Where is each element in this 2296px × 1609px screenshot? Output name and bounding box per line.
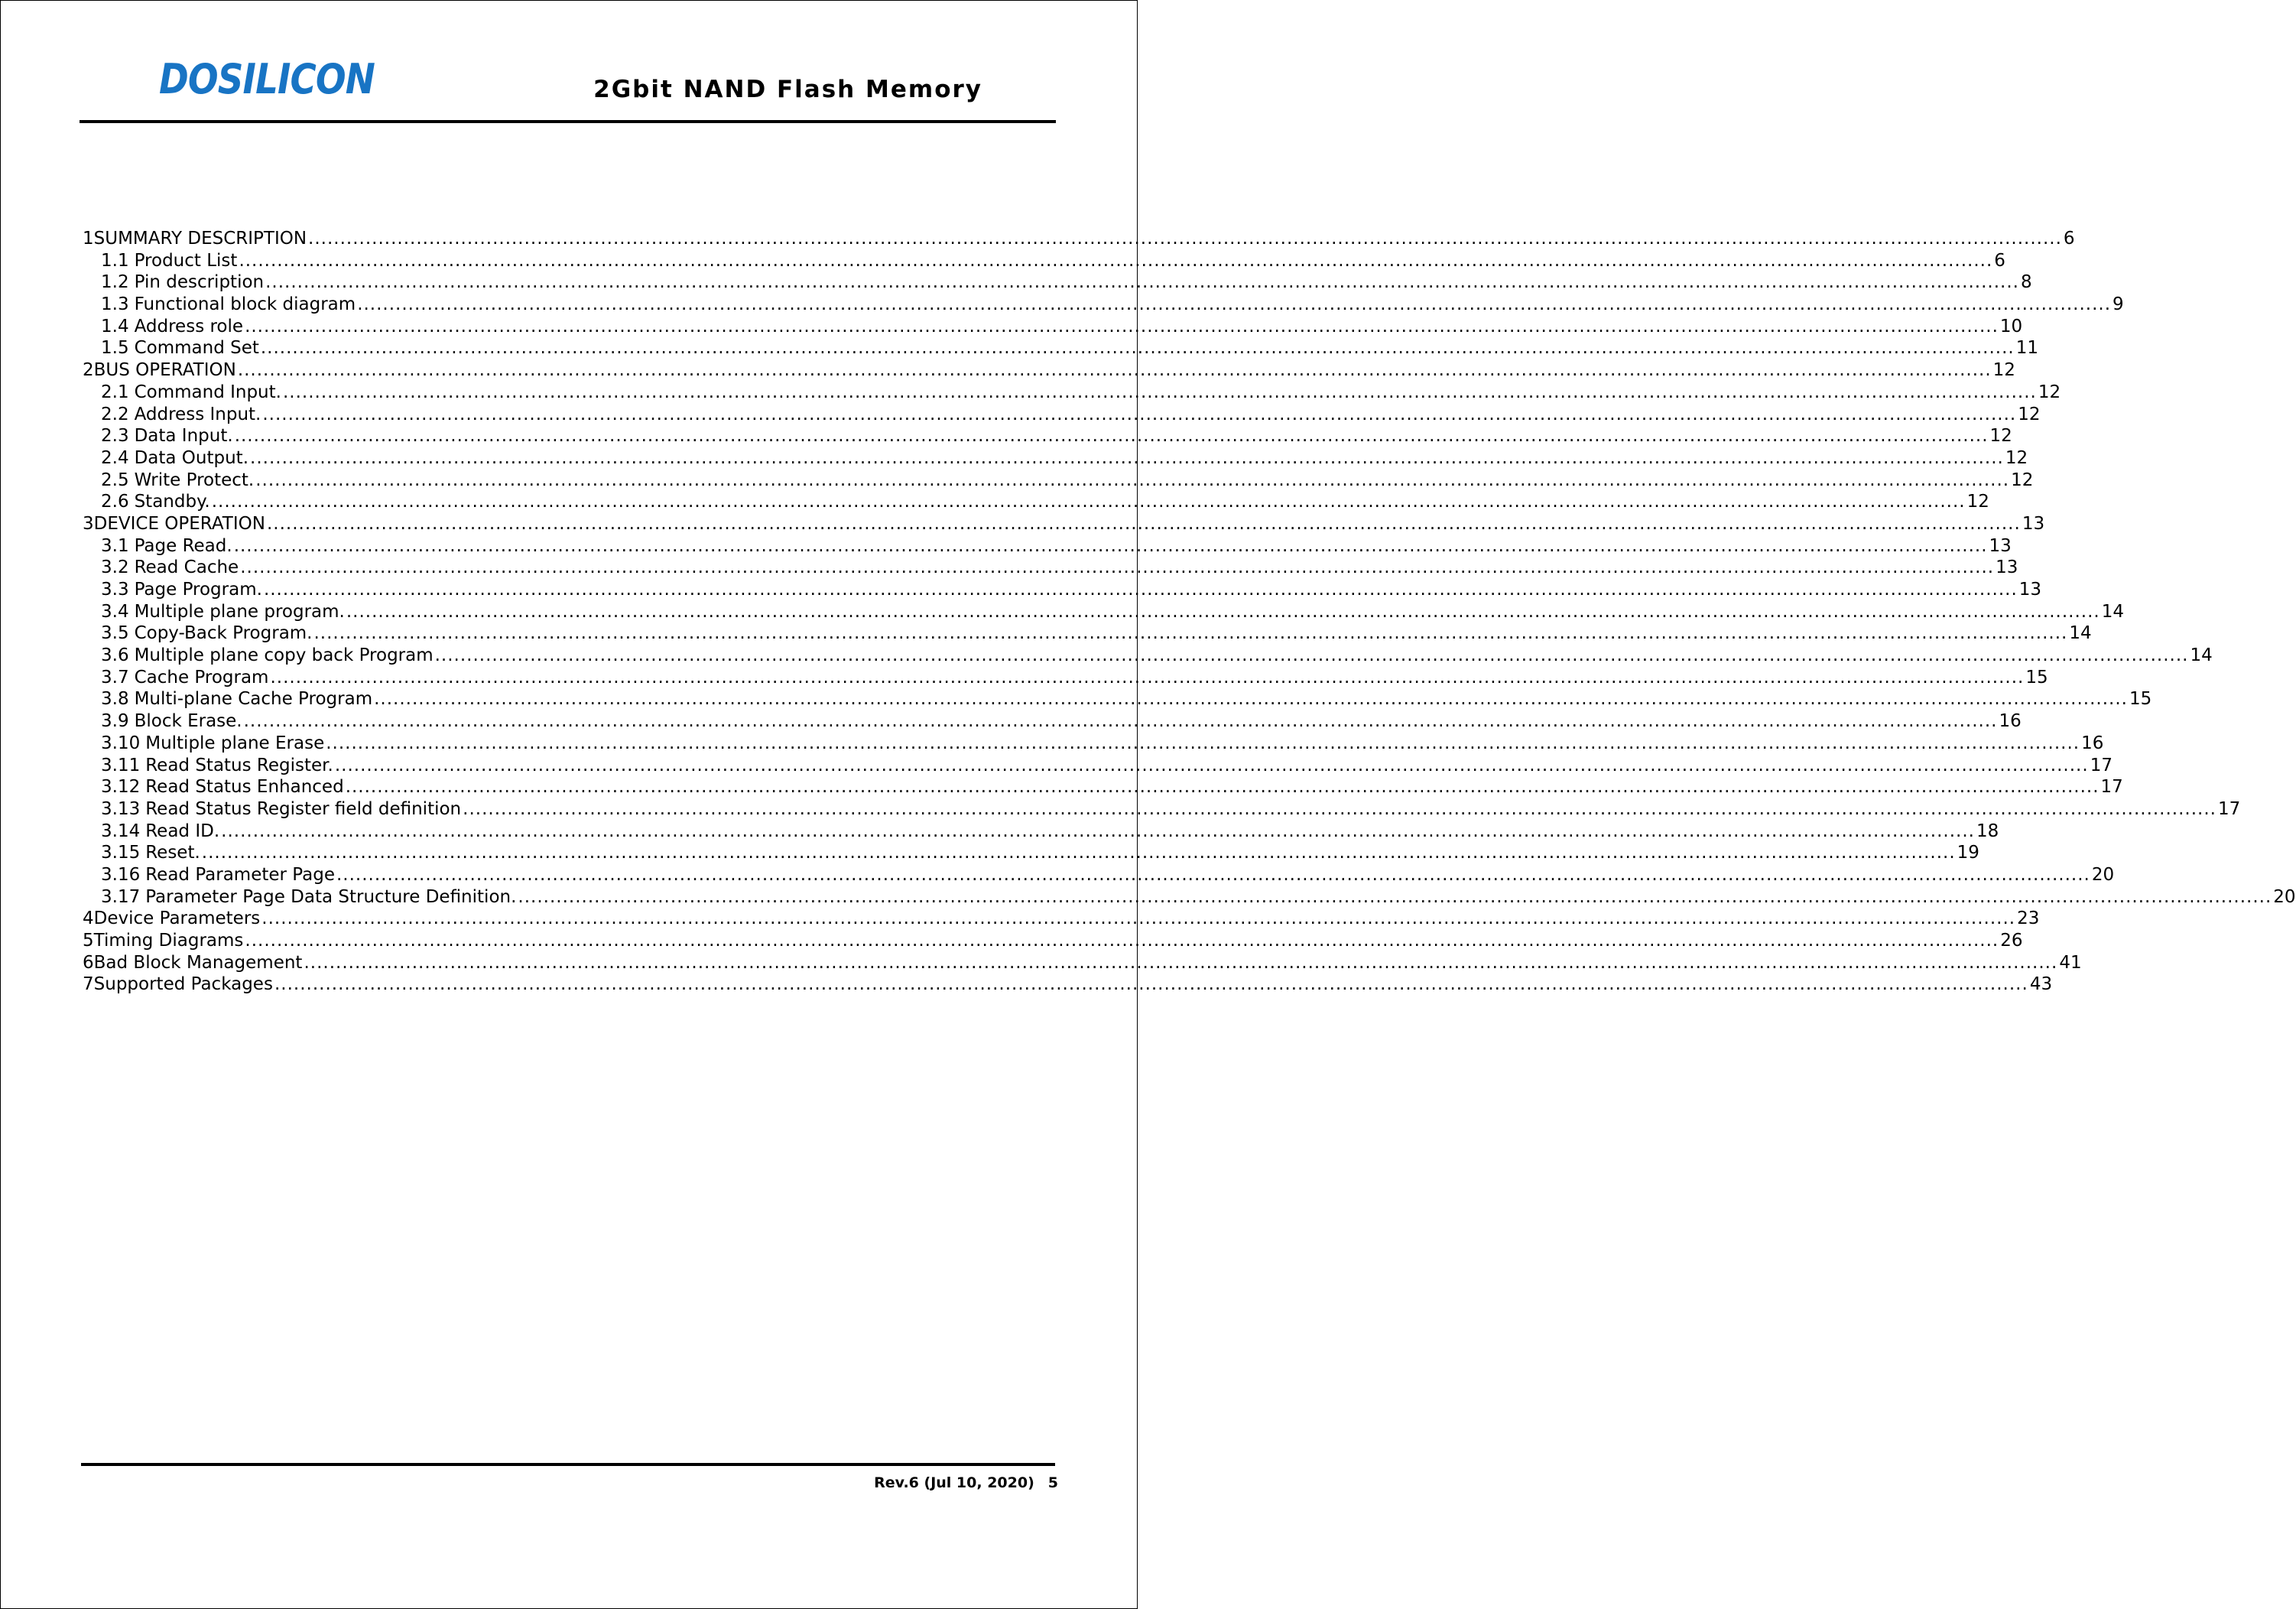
toc-entry-title: Read Status Register.: [145, 755, 333, 775]
toc-entry-number: 3.1: [101, 535, 129, 556]
toc-entry[interactable]: [83, 535, 2012, 557]
toc-entry-number: 3.8: [101, 689, 129, 710]
toc-entry-page: 12: [2018, 404, 2041, 424]
toc-entry-page: 12: [2011, 470, 2034, 490]
toc-entry-number: 2.4: [101, 447, 129, 468]
toc-entry-page: 11: [2015, 338, 2039, 359]
toc-dot-leader: [212, 491, 1966, 513]
toc-entry-title: Multiple plane program.: [134, 601, 345, 622]
toc-dot-leader: [265, 271, 2019, 294]
toc-entry-title: Read ID.: [145, 821, 220, 841]
toc-dot-leader: [234, 535, 1988, 557]
toc-entry[interactable]: [83, 294, 2124, 316]
toc-entry-title: BUS OPERATION: [93, 360, 236, 381]
toc-entry-page: 18: [1976, 821, 1999, 841]
toc-entry-title: Data Output.: [134, 447, 249, 468]
toc-entry[interactable]: [83, 316, 2023, 338]
toc-entry[interactable]: [83, 798, 2241, 821]
toc-entry-title: Address role: [134, 316, 244, 336]
toc-entry-number: 2.1: [101, 382, 129, 402]
toc-entry-page: 17: [2218, 798, 2241, 819]
toc-entry-number: 3.11: [101, 755, 141, 775]
toc-dot-leader: [283, 382, 2037, 404]
toc-entry-number: 2.3: [101, 426, 129, 447]
toc-entry-number: 1.5: [101, 338, 129, 359]
toc-entry-page: 12: [1992, 360, 2015, 381]
toc-entry-page: 17: [2090, 755, 2113, 775]
toc-entry-title: Copy-Back Program.: [134, 623, 313, 644]
toc-entry-number: 3.10: [101, 733, 141, 753]
toc-entry[interactable]: [83, 579, 2042, 601]
toc-dot-leader: [250, 447, 2004, 470]
toc-entry-number: 1.4: [101, 316, 129, 336]
toc-entry-number: 3.15: [101, 843, 141, 863]
toc-entry-number: 3.3: [101, 580, 129, 600]
toc-entry[interactable]: [83, 930, 2023, 952]
toc-entry-number: 3.5: [101, 623, 129, 644]
toc-entry-title: Command Set: [134, 338, 259, 359]
toc-entry-page: 12: [1989, 426, 2012, 447]
toc-entry[interactable]: [83, 821, 1999, 843]
page-footer: [874, 1476, 1058, 1490]
toc-entry-number: 7: [83, 974, 94, 995]
toc-entry[interactable]: [83, 404, 2041, 426]
toc-entry-title: Multi-plane Cache Program: [134, 689, 373, 710]
toc-entry-page: 16: [1999, 711, 2022, 732]
toc-entry-title: Functional block diagram: [134, 294, 356, 315]
toc-dot-leader: [346, 776, 2100, 798]
toc-entry-title: Product List: [134, 250, 238, 271]
toc-dot-leader: [261, 337, 2015, 359]
toc-entry[interactable]: [83, 864, 2115, 886]
toc-entry-number: 3.13: [101, 798, 141, 819]
toc-entry[interactable]: [83, 908, 2040, 930]
toc-dot-leader: [261, 908, 2015, 930]
toc-entry-number: 3.2: [101, 557, 129, 578]
toc-dot-leader: [270, 667, 2024, 689]
toc-dot-leader: [240, 557, 1994, 579]
toc-entry-page: 14: [2101, 601, 2124, 622]
toc-entry-number: 3.7: [101, 667, 129, 687]
toc-dot-leader: [274, 974, 2028, 996]
toc-entry-page: 10: [1999, 316, 2023, 336]
dosilicon-logo: [159, 55, 376, 103]
toc-entry[interactable]: [83, 776, 2123, 798]
toc-dot-leader: [314, 622, 2068, 645]
toc-entry-page: 19: [1957, 843, 1979, 863]
toc-dot-leader: [346, 601, 2100, 623]
toc-entry[interactable]: [83, 601, 2124, 623]
document-title: 2Gbit NAND Flash Memory: [593, 76, 982, 103]
toc-entry-title: Device Parameters: [93, 909, 261, 929]
toc-entry-page: 12: [2038, 382, 2061, 402]
toc-entry-page: 26: [2000, 931, 2023, 951]
toc-entry[interactable]: [83, 755, 2113, 777]
svg-text:DOSILICON: DOSILICON: [159, 55, 375, 103]
toc-entry-page: 9: [2113, 294, 2124, 315]
toc-entry-page: 12: [2005, 447, 2028, 468]
toc-entry-title: Read Status Enhanced: [145, 777, 344, 798]
toc-entry-title: Supported Packages: [93, 974, 273, 995]
toc-entry-number: 5: [83, 931, 94, 951]
toc-entry-number: 6: [83, 952, 94, 973]
toc-entry-number: 1.3: [101, 294, 129, 315]
toc-entry-title: Data Input.: [134, 426, 233, 447]
toc-entry-number: 3.14: [101, 821, 141, 841]
toc-dot-leader: [244, 710, 1998, 733]
table-of-contents: [83, 228, 2296, 996]
toc-entry-page: 15: [2129, 689, 2152, 710]
toc-dot-leader: [255, 470, 2009, 492]
toc-entry[interactable]: [83, 271, 2032, 294]
toc-dot-leader: [262, 404, 2016, 426]
toc-entry[interactable]: [83, 622, 2092, 645]
toc-entry-page: 17: [2100, 777, 2123, 798]
toc-entry-title: Bad Block Management: [93, 952, 303, 973]
toc-entry-number: 3.16: [101, 864, 141, 885]
toc-entry[interactable]: [83, 645, 2213, 667]
page-number: 5: [1047, 1474, 1058, 1491]
toc-entry-page: 20: [2091, 864, 2115, 885]
toc-entry-page: 12: [1966, 492, 1989, 512]
toc-dot-leader: [308, 228, 2062, 250]
header-rule: [80, 120, 1056, 123]
toc-entry-title: SUMMARY DESCRIPTION: [93, 229, 307, 249]
toc-entry[interactable]: [83, 688, 2152, 710]
toc-entry-page: 6: [1994, 250, 2005, 271]
toc-entry-number: 3.6: [101, 645, 129, 666]
toc-entry-page: 23: [2017, 909, 2040, 929]
toc-entry-page: 8: [2020, 272, 2032, 293]
toc-entry-title: DEVICE OPERATION: [93, 513, 265, 534]
toc-entry-number: 2: [83, 360, 94, 381]
toc-entry-title: Pin description: [134, 272, 265, 293]
toc-entry[interactable]: [83, 667, 2048, 689]
toc-entry-title: Reset.: [145, 843, 200, 863]
toc-dot-leader: [267, 513, 2021, 535]
toc-entry-page: 16: [2081, 733, 2104, 753]
toc-entry-page: 15: [2025, 667, 2048, 687]
toc-entry-page: 13: [1989, 535, 2012, 556]
toc-entry[interactable]: [83, 425, 2012, 447]
toc-entry[interactable]: [83, 337, 2039, 359]
toc-entry-page: 13: [1996, 557, 2018, 578]
toc-entry[interactable]: [83, 447, 2028, 470]
toc-entry-title: Read Status Register field definition: [145, 798, 462, 819]
toc-entry-number: 3.12: [101, 777, 141, 798]
toc-entry-number: 2.5: [101, 470, 129, 490]
toc-dot-leader: [336, 864, 2090, 886]
toc-dot-leader: [463, 798, 2216, 821]
toc-entry-number: 3.17: [101, 886, 141, 907]
toc-dot-leader: [374, 688, 2128, 710]
toc-entry-number: 1.1: [101, 250, 129, 271]
toc-entry-page: 14: [2190, 645, 2213, 666]
toc-entry[interactable]: [83, 382, 2061, 404]
toc-entry[interactable]: [83, 952, 2082, 974]
toc-entry-title: Page Program.: [134, 580, 262, 600]
toc-dot-leader: [245, 930, 1999, 952]
toc-dot-leader: [202, 842, 1956, 864]
toc-entry-page: 14: [2069, 623, 2092, 644]
toc-entry[interactable]: [83, 974, 2053, 996]
toc-entry-number: 2.6: [101, 492, 129, 512]
toc-entry-number: 3.4: [101, 601, 129, 622]
toc-entry[interactable]: [83, 250, 2005, 272]
toc-dot-leader: [357, 294, 2111, 316]
toc-entry-title: Standby.: [134, 492, 210, 512]
footer-rule: [81, 1463, 1055, 1466]
toc-entry[interactable]: [83, 733, 2104, 755]
toc-entry[interactable]: [83, 557, 2018, 579]
toc-dot-leader: [221, 821, 1975, 843]
toc-entry-title: Address Input.: [134, 404, 261, 424]
toc-entry[interactable]: [83, 886, 2296, 909]
toc-dot-leader: [235, 425, 1989, 447]
toc-entry-number: 3.9: [101, 711, 129, 732]
toc-dot-leader: [518, 886, 2272, 909]
toc-entry[interactable]: [83, 470, 2034, 492]
toc-entry-page: 6: [2063, 229, 2075, 249]
toc-entry-title: Block Erase.: [134, 711, 242, 732]
toc-entry-number: 4: [83, 909, 94, 929]
toc-entry-title: Command Input.: [134, 382, 281, 402]
toc-entry[interactable]: [83, 842, 1979, 864]
toc-dot-leader: [435, 645, 2189, 667]
toc-entry-title: Multiple plane copy back Program: [134, 645, 434, 666]
toc-entry[interactable]: [83, 513, 2045, 535]
toc-entry[interactable]: [83, 228, 2075, 250]
toc-dot-leader: [245, 316, 1999, 338]
toc-entry-title: Write Protect.: [134, 470, 255, 490]
toc-entry-page: 43: [2029, 974, 2053, 995]
company-logo: [159, 55, 376, 106]
toc-entry[interactable]: [83, 359, 2015, 382]
toc-entry-title: Cache Program: [134, 667, 269, 687]
toc-entry-page: 13: [2022, 513, 2045, 534]
toc-entry-title: Read Cache: [134, 557, 239, 578]
toc-entry-number: 3: [83, 513, 94, 534]
toc-entry-page: 13: [2018, 580, 2042, 600]
toc-dot-leader: [335, 755, 2089, 777]
toc-entry[interactable]: [83, 491, 1989, 513]
toc-entry-title: Read Parameter Page: [145, 864, 335, 885]
toc-dot-leader: [304, 952, 2057, 974]
toc-dot-leader: [264, 579, 2018, 601]
toc-entry-number: 2.2: [101, 404, 129, 424]
toc-entry-page: 20: [2273, 886, 2296, 907]
toc-entry-number: 1: [83, 229, 94, 249]
toc-entry[interactable]: [83, 710, 2022, 733]
toc-entry-title: Page Read.: [134, 535, 232, 556]
toc-entry-title: Timing Diagrams: [93, 931, 244, 951]
toc-entry-page: 41: [2059, 952, 2082, 973]
toc-dot-leader: [238, 359, 1992, 382]
toc-dot-leader: [239, 250, 1992, 272]
revision-label: Rev.6 (Jul 10, 2020): [874, 1474, 1034, 1491]
toc-entry-number: 1.2: [101, 272, 129, 293]
toc-dot-leader: [326, 733, 2080, 755]
toc-entry-title: Parameter Page Data Structure Definition.: [145, 886, 517, 907]
toc-entry-title: Multiple plane Erase: [145, 733, 325, 753]
